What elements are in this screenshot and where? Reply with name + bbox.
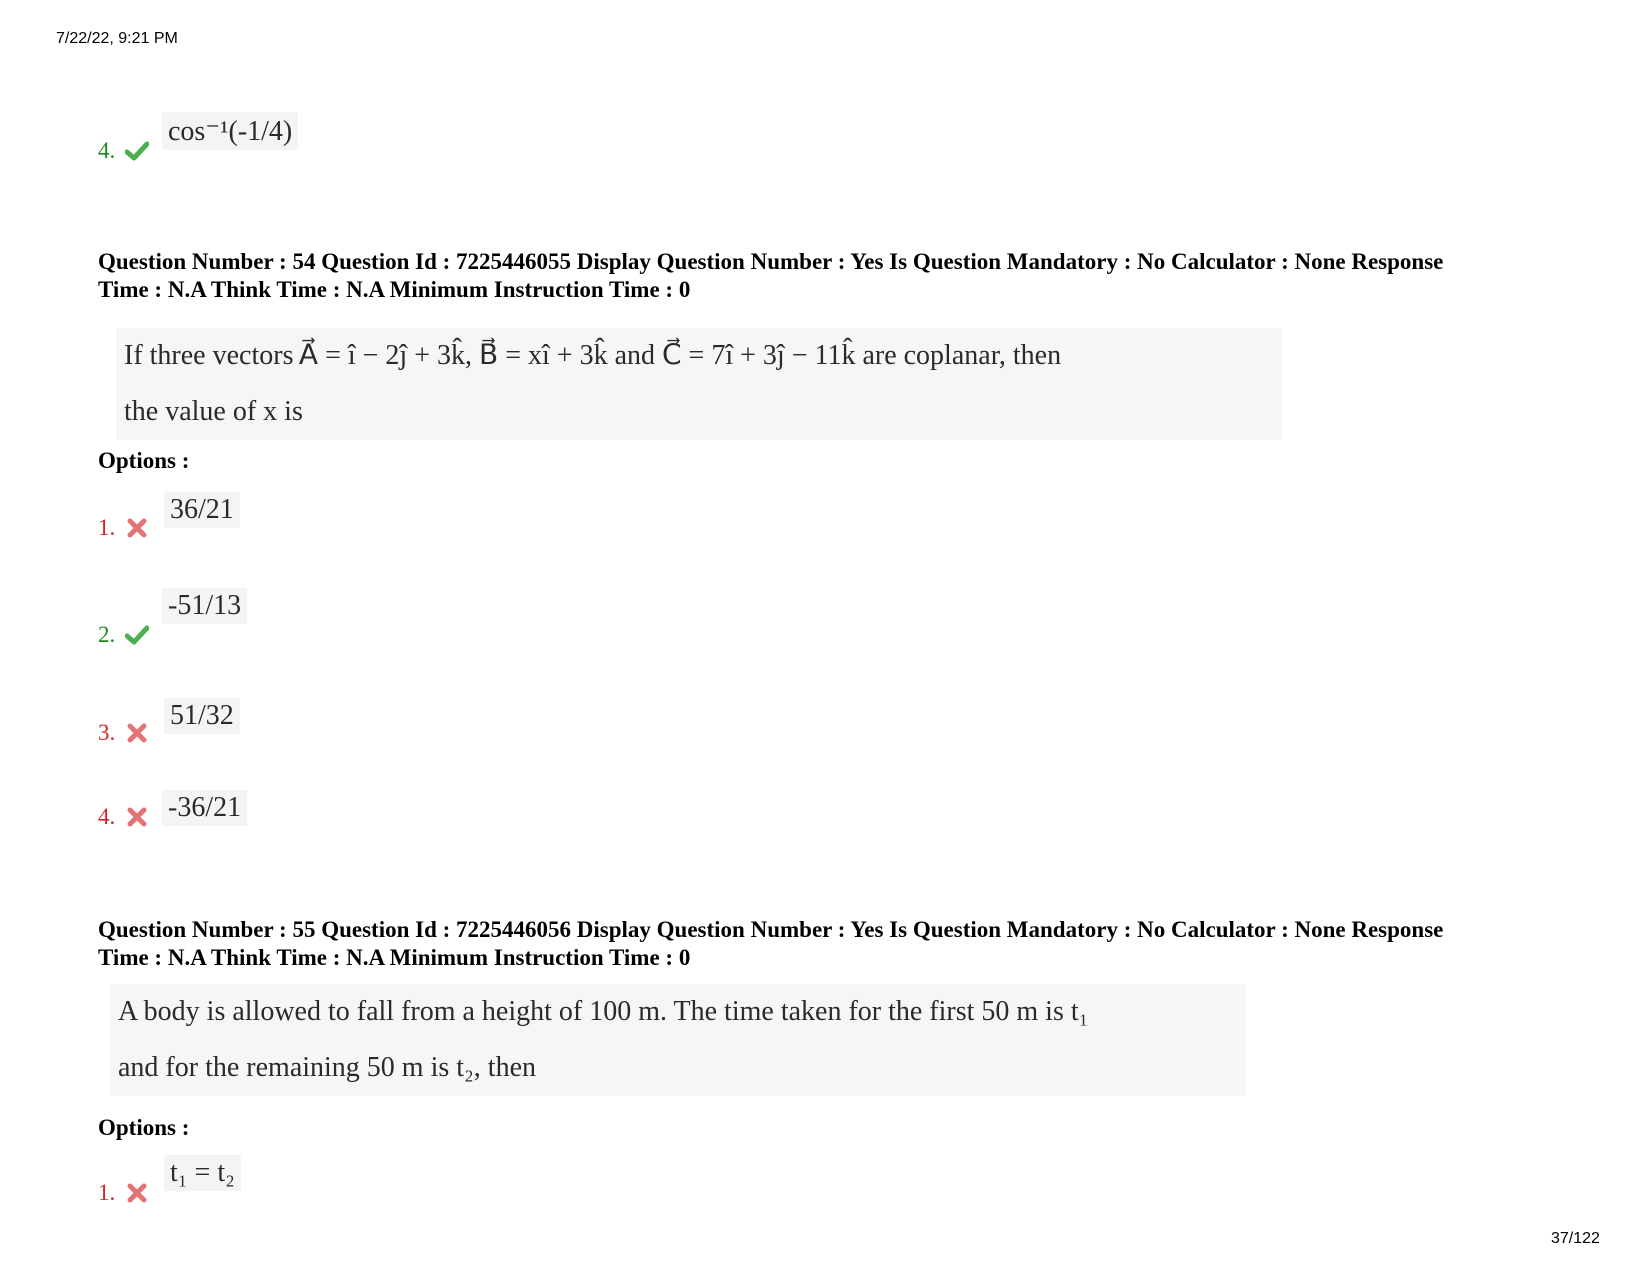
- options-label: Options :: [98, 448, 190, 473]
- option-text: t₁ = t₂: [164, 1155, 241, 1191]
- question-line: If three vectors A⃗ = î − 2ĵ + 3k̂, B⃗ = xî + 3k̂ and C⃗ = 7î + 3ĵ − 11k̂ are coplanar, then: [124, 340, 1062, 371]
- prev-option-4: [98, 138, 149, 164]
- page-number: 37/122: [1551, 1230, 1600, 1247]
- cross-icon: [125, 722, 149, 744]
- meta-line: Question Number : 54 Question Id : 7225446055 Display Question Number : Yes Is Question Mandatory : No Calculator : None Response: [98, 249, 1444, 274]
- question-line: and for the remaining 50 m is t₂, then: [118, 1052, 537, 1083]
- question-line: A body is allowed to fall from a height of 100 m. The time taken for the first 50 m is t₁: [118, 996, 1089, 1027]
- option-number: 4.: [98, 138, 116, 163]
- option-text: 51/32: [164, 698, 240, 734]
- option-1: [98, 515, 149, 541]
- meta-line: Time : N.A Think Time : N.A Minimum Instruction Time : 0: [98, 277, 691, 302]
- question-meta: [98, 916, 1598, 972]
- meta-line: Time : N.A Think Time : N.A Minimum Instruction Time : 0: [98, 945, 691, 970]
- option-3: [98, 720, 149, 746]
- meta-line: Question Number : 55 Question Id : 7225446056 Display Question Number : Yes Is Question Mandatory : No Calculator : None Response: [98, 917, 1444, 942]
- option-number: 2.: [98, 622, 116, 647]
- option-2: [98, 622, 149, 648]
- option-1: [98, 1180, 149, 1206]
- cross-icon: [125, 517, 149, 539]
- option-text: -36/21: [162, 790, 247, 826]
- option-4: [98, 804, 149, 830]
- option-text: cos⁻¹(-1/4): [162, 112, 298, 150]
- option-text: -51/13: [162, 588, 247, 624]
- question-text: [110, 984, 1246, 1096]
- cross-icon: [125, 806, 149, 828]
- option-number: 1.: [98, 515, 116, 540]
- option-number: 1.: [98, 1180, 116, 1205]
- question-text: [116, 328, 1282, 440]
- check-icon: [125, 140, 149, 162]
- option-text: 36/21: [164, 492, 240, 528]
- option-number: 4.: [98, 804, 116, 829]
- options-label: Options :: [98, 1115, 190, 1140]
- question-meta: [98, 248, 1598, 304]
- question-line: the value of x is: [124, 396, 303, 427]
- cross-icon: [125, 1182, 149, 1204]
- print-timestamp: 7/22/22, 9:21 PM: [56, 30, 178, 47]
- check-icon: [125, 624, 149, 646]
- option-number: 3.: [98, 720, 116, 745]
